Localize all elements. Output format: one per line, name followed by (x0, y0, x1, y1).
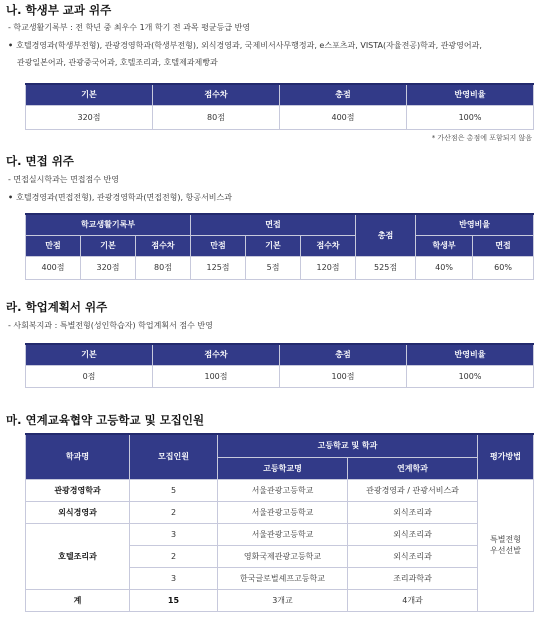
header-basic: 기본 (26, 344, 153, 365)
total-linked-depts: 4개과 (348, 589, 478, 611)
subheader-score-gap: 점수차 (136, 235, 191, 256)
total-label: 계 (26, 589, 130, 611)
school-name: 서울관광고등학교 (218, 523, 348, 545)
header-interview: 면접 (191, 214, 356, 235)
section-title-ra: 라. 학업계획서 위주 (6, 300, 108, 314)
header-basic: 기본 (26, 84, 153, 105)
dept-name: 외식경영과 (26, 501, 130, 523)
total-quota: 15 (130, 589, 218, 611)
header-score-gap: 점수차 (153, 84, 280, 105)
da-department-list: • 호텔경영과(면접전형), 관광경영학과(면접전형), 항공서비스과 (8, 193, 232, 202)
da-description: - 면접실시학과는 면접점수 반영 (8, 175, 119, 184)
section-title-na: 나. 학생부 교과 위주 (6, 3, 112, 17)
subheader-full-score: 만점 (191, 235, 246, 256)
header-school-record: 학교생활기록부 (26, 214, 191, 235)
cell-basic: 320점 (26, 105, 153, 129)
ra-score-table (25, 343, 534, 388)
subheader-basic: 기본 (81, 235, 136, 256)
quota-count: 2 (130, 501, 218, 523)
subheader-full-score: 만점 (26, 235, 81, 256)
table-cell: 125점 (191, 256, 246, 279)
cell-basic: 0점 (26, 365, 153, 387)
linked-dept: 외식조리과 (348, 523, 478, 545)
na-footnote: * 가산점은 총점에 포함되지 않음 (431, 134, 532, 142)
cell-ratio: 100% (407, 105, 534, 129)
na-department-list: • 호텔경영과(학생부전형), 관광경영학과(학생부전형), 외식경영과, 국제비서사무행정과, e스포츠과, VISTA(자율전공)학과, 관광영어과, (8, 41, 482, 50)
header-school-and-dept: 고등학교 및 학과 (218, 434, 478, 457)
school-name: 서울관광고등학교 (218, 501, 348, 523)
ma-linked-school-table (25, 433, 534, 612)
quota-count: 2 (130, 545, 218, 567)
section-title-ma: 마. 연계교육협약 고등학교 및 모집인원 (6, 413, 205, 427)
header-total: 총점 (356, 214, 416, 256)
quota-count: 3 (130, 523, 218, 545)
table-cell: 320점 (81, 256, 136, 279)
header-score-gap: 점수차 (153, 344, 280, 365)
table-cell: 80점 (136, 256, 191, 279)
cell-total: 100점 (280, 365, 407, 387)
total-schools: 3개교 (218, 589, 348, 611)
linked-dept: 관광경영과 / 관광서비스과 (348, 479, 478, 501)
table-cell: 5점 (246, 256, 301, 279)
school-name: 한국글로벌셰프고등학교 (218, 567, 348, 589)
school-name: 서울관광고등학교 (218, 479, 348, 501)
linked-dept: 외식조리과 (348, 545, 478, 567)
cell-ratio: 100% (407, 365, 534, 387)
evaluation-method: 특별전형 우선선발 (478, 479, 534, 611)
na-department-list-cont: 관광일본어과, 관광중국어과, 호텔조리과, 호텔제과제빵과 (17, 58, 218, 67)
na-description: - 학교생활기록부 : 전 학년 중 최우수 1개 학기 전 과목 평균등급 반영 (8, 23, 251, 32)
cell-total: 400점 (280, 105, 407, 129)
header-linked-dept: 연계학과 (348, 457, 478, 479)
quota-count: 5 (130, 479, 218, 501)
header-ratio: 반영비율 (407, 84, 534, 105)
subheader-basic: 기본 (246, 235, 301, 256)
header-total: 총점 (280, 84, 407, 105)
header-evaluation: 평가방법 (478, 434, 534, 479)
header-ratio: 반영비율 (416, 214, 534, 235)
cell-score-gap: 100점 (153, 365, 280, 387)
section-title-da: 다. 면접 위주 (6, 154, 74, 168)
header-department: 학과명 (26, 434, 130, 479)
header-ratio: 반영비율 (407, 344, 534, 365)
header-total: 총점 (280, 344, 407, 365)
dept-name: 관광경영학과 (26, 479, 130, 501)
da-score-table (25, 213, 534, 280)
subheader-interview: 면접 (473, 235, 534, 256)
bullet-icon: • (8, 193, 14, 202)
table-cell: 400점 (26, 256, 81, 279)
bullet-icon: • (8, 41, 14, 50)
quota-count: 3 (130, 567, 218, 589)
dept-name: 호텔조리과 (26, 523, 130, 589)
header-school-name: 고등학교명 (218, 457, 348, 479)
linked-dept: 외식조리과 (348, 501, 478, 523)
subheader-score-gap: 점수차 (301, 235, 356, 256)
na-score-table (25, 83, 534, 130)
table-cell: 120점 (301, 256, 356, 279)
subheader-school-record: 학생부 (416, 235, 473, 256)
linked-dept: 조리과학과 (348, 567, 478, 589)
header-quota: 모집인원 (130, 434, 218, 479)
table-cell: 525점 (356, 256, 416, 279)
school-name: 영화국제관광고등학교 (218, 545, 348, 567)
cell-score-gap: 80점 (153, 105, 280, 129)
table-cell: 40% (416, 256, 473, 279)
table-cell: 60% (473, 256, 534, 279)
ra-description: - 사회복지과 : 특별전형(성인학습자) 학업계획서 점수 반영 (8, 321, 213, 330)
